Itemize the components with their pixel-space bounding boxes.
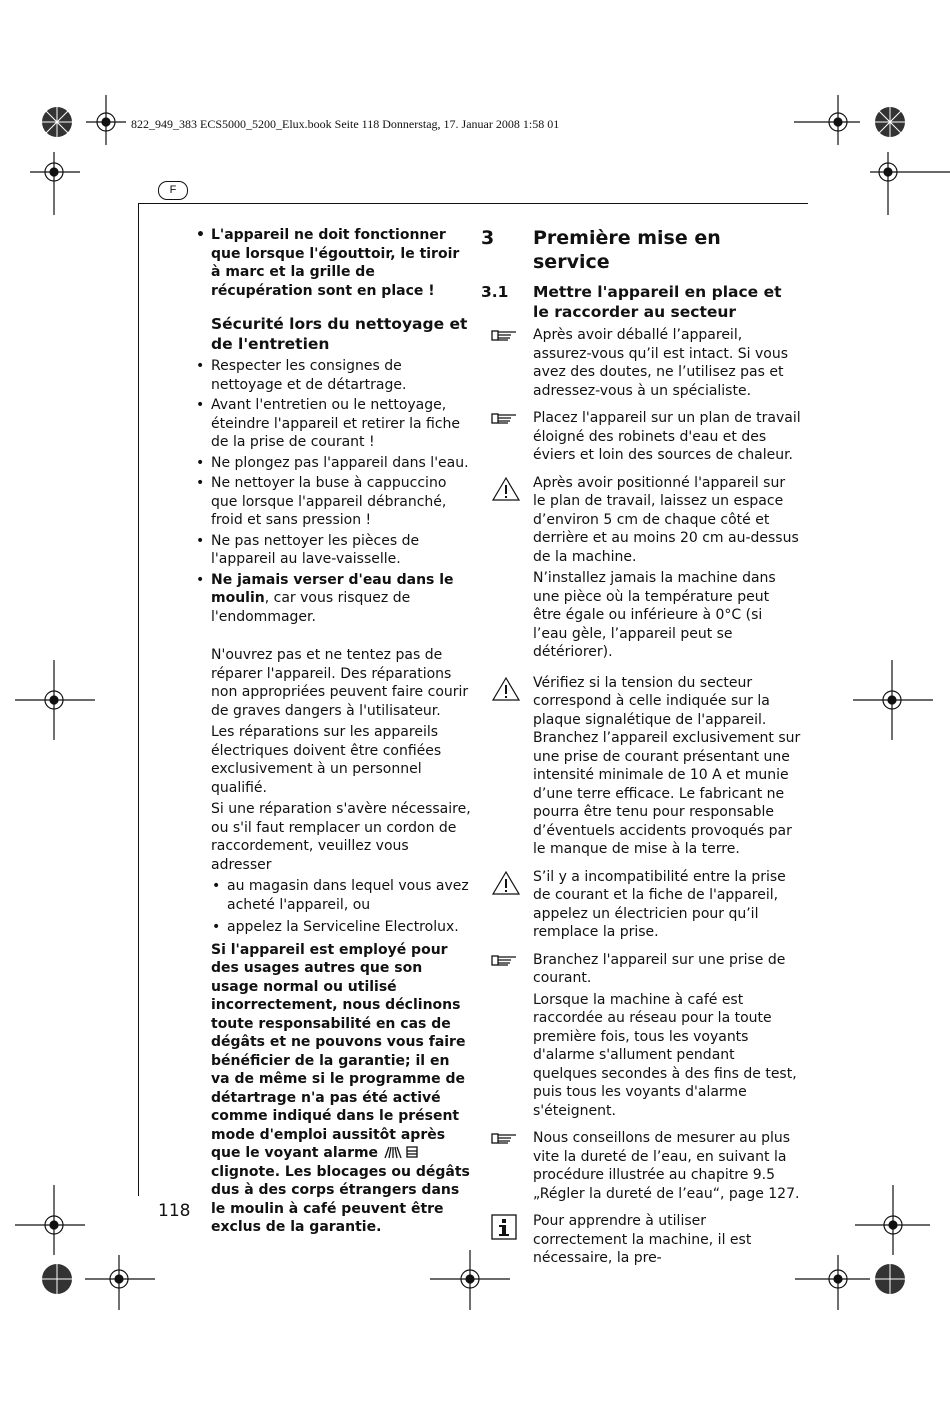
instruction-item: Nous conseillons de mesurer au plus vite la dureté de l’eau, en suivant la procédure illustrée au chapitre 9.5 „Régler la dureté de l’eau“, page 127. [481, 1129, 801, 1203]
list-item: • Ne pas nettoyer les pièces de l'appareil au lave-vaisselle. [196, 532, 472, 569]
repair-paragraph: Si une réparation s'avère nécessaire, ou s'il faut remplacer un cordon de raccordement, veuillez vous adresser [211, 801, 471, 873]
info-item: Pour apprendre à utiliser correctement la machine, il est nécessaire, la pre- [481, 1212, 801, 1268]
pointing-hand-icon [491, 1131, 519, 1145]
registration-mark-bottom-right [795, 1185, 950, 1310]
file-info-header: 822_949_383 ECS5000_5200_Elux.book Seite 118 Donnerstag, 17. Januar 2008 1:58 01 [131, 117, 560, 131]
instruction-item: Après avoir déballé l’appareil, assurez-vous qu’il est intact. Si vous avez des doutes, ne l’utilisez pas et adressez-vous à un spécialiste. [481, 326, 801, 400]
instruction-item: Branchez l'appareil sur une prise de courant. [481, 951, 801, 988]
chapter-title: Première mise en service [533, 227, 721, 273]
repair-paragraph: N'ouvrez pas et ne tentez pas de réparer l'appareil. Des réparations non appropriées peuvent faire courir de graves dangers à l'utilisateur. [211, 647, 469, 719]
list-item: • appelez la Serviceline Electrolux. [196, 918, 472, 937]
pointing-hand-icon [491, 411, 519, 425]
page-number: 118 [158, 1201, 191, 1221]
warning-triangle-icon [491, 476, 521, 502]
list-item: • Avant l'entretien ou le nettoyage, éteindre l'appareil et retirer la fiche de la prise de courant ! [196, 396, 472, 452]
repair-paragraph: Les réparations sur les appareils électriques doivent être confiées exclusivement à un personnel qualifié. [211, 724, 442, 796]
warning-item: Vérifiez si la tension du secteur correspond à celle indiquée sur la plaque signalétique de l'appareil. Branchez l’appareil exclusivement sur une prise de courant présentant une intensité minimale de 10 A et munie d’une terre efficace. Le fabricant ne pourra être tenu pour responsable d’éventuels accidents provoqués par le manque de mise à la terre. [481, 674, 801, 859]
grinder-rest: , car vous risquez de l'endommager. [211, 590, 411, 625]
language-badge: F [158, 181, 188, 200]
cleaning-heading: Sécurité lors du nettoyage et de l'entretien [211, 315, 468, 353]
registration-mark-mid-right [853, 660, 933, 740]
chapter-number: 3 [481, 227, 495, 249]
list-item: • Ne nettoyer la buse à cappuccino que lorsque l'appareil débranché, froid et sans pression ! [196, 474, 472, 530]
section-number: 3.1 [481, 283, 509, 301]
registration-mark-top-left [30, 95, 190, 220]
warning-triangle-icon [491, 870, 521, 896]
list-item: • Respecter les consignes de nettoyage et de détartrage. [196, 357, 472, 394]
chapter-heading [481, 226, 801, 274]
instruction-item: Placez l'appareil sur un plan de travail éloigné des robinets d'eau et des éviers et loin des sources de chaleur. [481, 409, 801, 465]
section-heading [481, 282, 801, 322]
grinder-bold: Ne jamais verser d'eau dans le moulin [211, 571, 454, 606]
instruction-continuation: Lorsque la machine à café est raccordée au réseau pour la toute première fois, tous les voyants d'alarme s'allument pendant quelques secondes à des fins de test, puis tous les voyants d'alarme s'éteignent. [533, 991, 797, 1119]
registration-mark-mid-left [15, 660, 95, 740]
registration-mark-top-right [790, 95, 950, 220]
registration-mark-bottom-left [15, 1185, 155, 1310]
instruction-continuation: N’installez jamais la machine dans une pièce où la température peut être égale ou inférieure à 0°C (si l’eau gèle, l’appareil peut se détériorer). [533, 570, 776, 660]
warning-item: Après avoir positionné l'appareil sur le plan de travail, laissez un espace d’environ 5 cm de chaque côté et derrière et au moins 20 cm au-dessus de la machine. [481, 474, 801, 567]
right-column [481, 226, 801, 1277]
section-title: Mettre l'appareil en place et le raccorder au secteur [533, 283, 782, 321]
bullet-intro: • L'appareil ne doit fonctionner que lorsque l'égouttoir, le tiroir à marc et la grille de récupération sont en place ! [196, 226, 472, 300]
pointing-hand-icon [491, 953, 519, 967]
descale-alarm-icon [383, 1145, 419, 1159]
pointing-hand-icon [491, 328, 519, 342]
warning-item: S’il y a incompatibilité entre la prise de courant et la fiche de l'appareil, appelez un électricien pour qu’il remplace la prise. [481, 868, 801, 942]
list-item: • Ne plongez pas l'appareil dans l'eau. [196, 454, 472, 473]
warranty-paragraph: Si l'appareil est employé pour des usages autres que son usage normal ou utilisé incorrectement, nous déclinons toute responsabilité en cas de dégâts et ne pouvons vous faire bénéficier de la garantie; il en va de même si le programme de détartrage n'a pas été activé comme indiqué dans le présent mode d'emploi aussitôt après que le voyant alarme clignote. Les blocages ou dégâts dus à des corps étrangers dans le moulin à café peuvent être exclus de la garantie. [211, 941, 470, 1235]
top-rule [138, 203, 808, 204]
list-item-grinder [196, 571, 472, 627]
side-rule [138, 203, 139, 1196]
warning-triangle-icon [491, 676, 521, 702]
list-item: • au magasin dans lequel vous avez acheté l'appareil, ou [196, 877, 472, 914]
left-column [196, 226, 472, 1240]
info-icon [491, 1214, 517, 1240]
